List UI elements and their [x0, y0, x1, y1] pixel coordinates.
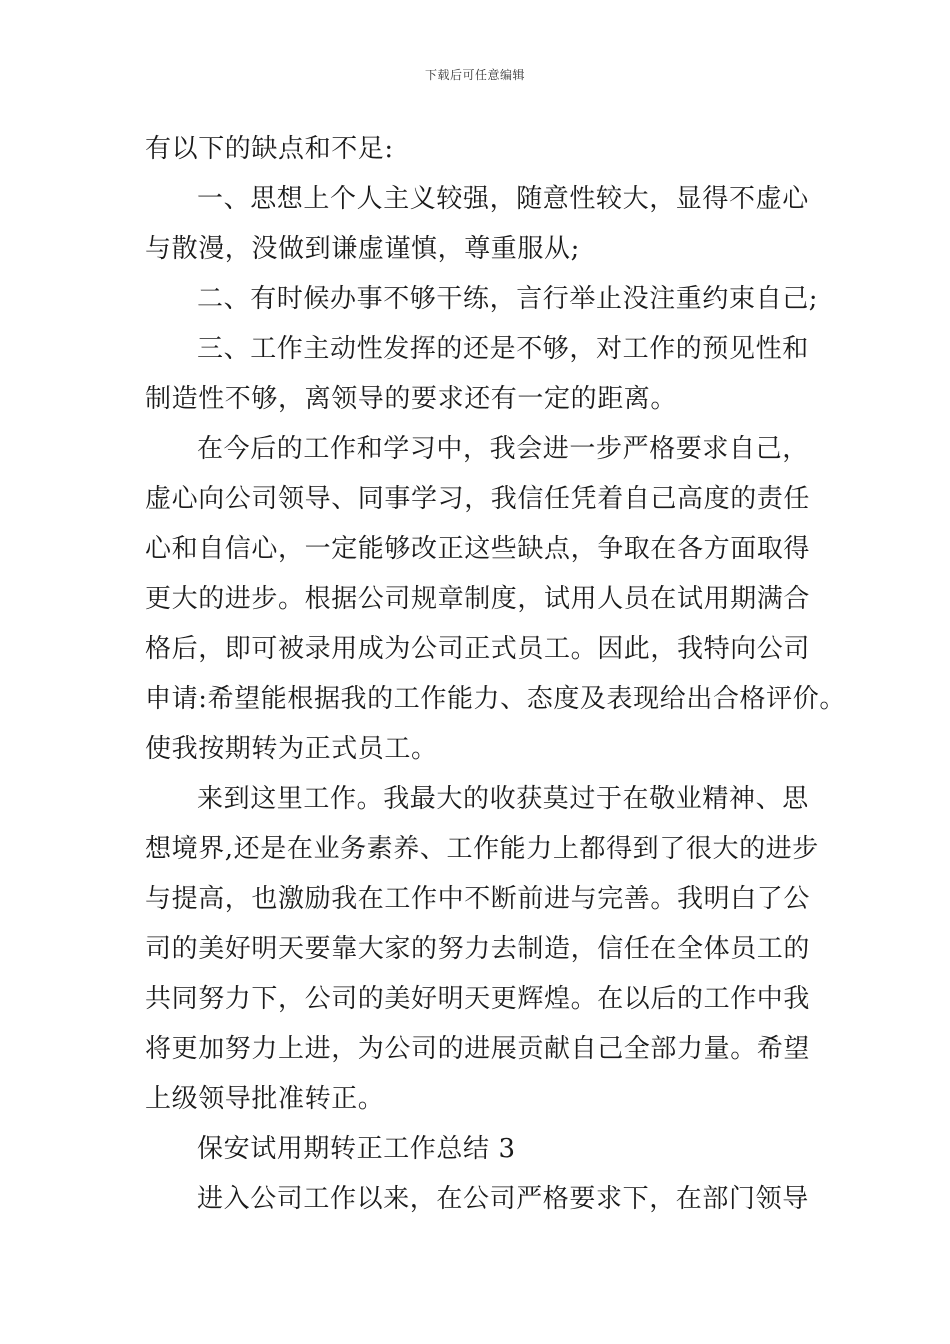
text-line: 制造性不够，离领导的要求还有一定的距离。 [145, 384, 678, 414]
text-line: 有以下的缺点和不足: [145, 134, 394, 164]
text-line: 上级领导批准转正。 [145, 1084, 385, 1114]
text-line: 将更加努力上进，为公司的进展贡献自己全部力量。希望 [145, 1034, 811, 1064]
text-line: 申请:希望能根据我的工作能力、态度及表现给出合格评价。 [145, 684, 846, 714]
page-header-note: 下载后可任意编辑 [424, 68, 525, 82]
text-line: 二、有时候办事不够干练，言行举止没注重约束自己; [197, 284, 819, 314]
text-line: 使我按期转为正式员工。 [145, 734, 438, 764]
text-line: 与提高，也激励我在工作中不断前进与完善。我明白了公 [145, 884, 811, 914]
text-line: 心和自信心，一定能够改正这些缺点，争取在各方面取得 [145, 534, 811, 564]
text-line: 格后，即可被录用成为公司正式员工。因此，我特向公司 [145, 634, 811, 664]
text-line: 在今后的工作和学习中，我会进一步严格要求自己， [197, 434, 809, 464]
document-body [145, 124, 846, 1224]
text-line: 来到这里工作。我最大的收获莫过于在敬业精神、思 [197, 784, 809, 814]
text-line: 三、工作主动性发挥的还是不够，对工作的预见性和 [197, 334, 809, 364]
text-line: 一、思想上个人主义较强，随意性较大，显得不虚心 [197, 184, 809, 214]
text-line: 与散漫，没做到谦虚谨慎，尊重服从; [145, 234, 580, 264]
text-line: 更大的进步。根据公司规章制度，试用人员在试用期满合 [145, 584, 811, 614]
text-line: 共同努力下，公司的美好明天更辉煌。在以后的工作中我 [145, 984, 811, 1014]
text-line: 想境界,还是在业务素养、工作能力上都得到了很大的进步 [145, 834, 819, 864]
text-line: 司的美好明天要靠大家的努力去制造，信任在全体员工的 [145, 934, 811, 964]
section-heading: 保安试用期转正工作总结 3 [197, 1134, 516, 1164]
text-line: 虚心向公司领导、同事学习，我信任凭着自己高度的责任 [145, 484, 811, 514]
text-line: 进入公司工作以来，在公司严格要求下，在部门领导 [197, 1184, 809, 1214]
